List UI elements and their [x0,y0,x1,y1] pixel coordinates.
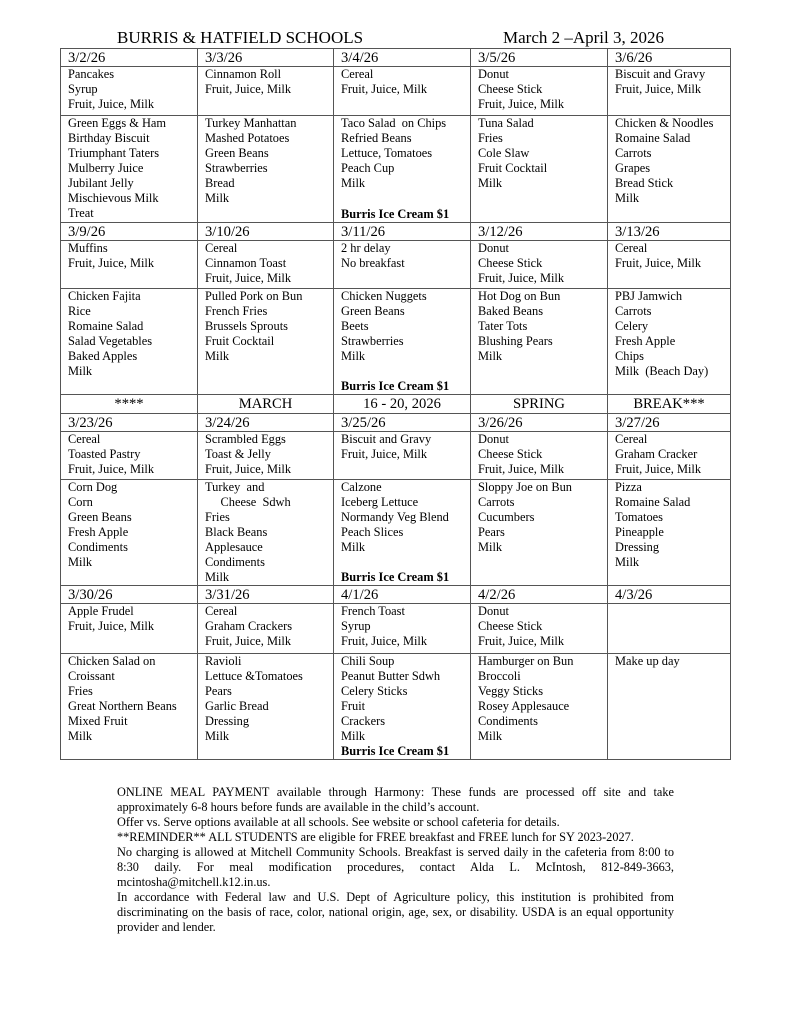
lunch-item: Fresh Apple [68,525,129,539]
lunch-item: Mashed Potatoes [205,131,290,145]
lunch-item: Corn [68,495,93,509]
breakfast-cell [334,241,471,289]
lunch-cell [61,654,198,760]
breakfast-item: Cereal [341,67,374,81]
lunch-item: Chicken Nuggets [341,289,427,303]
breakfast-cell [471,432,608,480]
lunch-item: Mischievous Milk [68,191,159,205]
day-date: 3/25/26 [334,414,471,432]
lunch-item: Fries [68,684,93,698]
lunch-cell [198,116,334,223]
lunch-item: Chicken & Noodles [615,116,714,130]
lunch-item: PBJ Jamwich [615,289,683,303]
breakfast-item: Cereal [205,604,238,618]
lunch-item: Pineapple [615,525,664,539]
day-date: 3/4/26 [334,49,471,67]
breakfast-row [61,67,731,116]
breakfast-item: Pancakes [68,67,115,81]
breakfast-cell [198,67,334,116]
lunch-item: Peanut Butter Sdwh [341,669,441,683]
lunch-item: Croissant [68,669,115,683]
spring-break-cell: 16 - 20, 2026 [334,395,471,414]
ice-cream-note: Burris Ice Cream $1 [341,570,450,584]
footer-offer-note: Offer vs. Serve options available at all schools. See website or school cafeteria for details. [117,815,560,829]
lunch-item: Milk [68,555,93,569]
lunch-item: Veggy Sticks [478,684,544,698]
lunch-cell [198,654,334,760]
day-date: 3/5/26 [471,49,608,67]
breakfast-item: Fruit, Juice, Milk [205,462,292,476]
breakfast-item: Graham Crackers [205,619,293,633]
lunch-item: Condiments [205,555,265,569]
lunch-item: Bread Stick [615,176,674,190]
breakfast-cell [334,604,471,654]
lunch-item: Mulberry Juice [68,161,144,175]
lunch-item: Black Beans [205,525,268,539]
lunch-item: Dressing [615,540,660,554]
lunch-item: Cucumbers [478,510,535,524]
lunch-item: Fruit Cocktail [478,161,548,175]
breakfast-item: Cinnamon Roll [205,67,282,81]
lunch-item: Mixed Fruit [68,714,128,728]
lunch-item: Peach Cup [341,161,395,175]
breakfast-item: Fruit, Juice, Milk [68,462,155,476]
lunch-item: French Fries [205,304,268,318]
breakfast-cell [198,241,334,289]
day-date: 3/10/26 [198,223,334,241]
day-date: 3/11/26 [334,223,471,241]
breakfast-item: Donut [478,67,509,81]
breakfast-cell [198,604,334,654]
lunch-cell [198,289,334,395]
lunch-row [61,654,731,760]
day-date: 4/1/26 [334,586,471,604]
lunch-cell [471,480,608,586]
lunch-item: Lettuce &Tomatoes [205,669,303,683]
day-date: 3/3/26 [198,49,334,67]
footer-reminder-note: **REMINDER** ALL STUDENTS are eligible for FREE breakfast and FREE lunch for SY 2023-2027. [117,830,634,844]
footer-notes [117,785,674,935]
lunch-item: Milk [478,176,503,190]
lunch-item: Baked Apples [68,349,138,363]
breakfast-item: Toasted Pastry [68,447,141,461]
lunch-item: Pulled Pork on Bun [205,289,303,303]
lunch-item: Tuna Salad [478,116,534,130]
lunch-item: Corn Dog [68,480,118,494]
lunch-item: Milk [205,191,230,205]
day-date: 3/30/26 [61,586,198,604]
breakfast-item: Donut [478,241,509,255]
lunch-item: Rice [68,304,91,318]
breakfast-cell [61,432,198,480]
breakfast-item: Cereal [205,241,238,255]
breakfast-cell [334,67,471,116]
date-row [61,414,731,432]
day-date: 3/13/26 [608,223,731,241]
lunch-cell [471,654,608,760]
lunch-cell [608,480,731,586]
lunch-item: Turkey Manhattan [205,116,297,130]
breakfast-item: Fruit, Juice, Milk [341,634,428,648]
breakfast-item: Fruit, Juice, Milk [205,634,292,648]
breakfast-item: Biscuit and Gravy [341,432,432,446]
breakfast-cell [198,432,334,480]
lunch-item: Condiments [68,540,128,554]
breakfast-item: Fruit, Juice, Milk [478,271,565,285]
ice-cream-note: Burris Ice Cream $1 [341,744,450,758]
breakfast-item: Cheese Stick [478,447,543,461]
lunch-item: Fresh Apple [615,334,676,348]
breakfast-item: Cinnamon Toast [205,256,287,270]
breakfast-item: Apple Frudel [68,604,134,618]
lunch-item: Milk [68,729,93,743]
date-row [61,49,731,67]
lunch-item: Celery [615,319,649,333]
footer-charging-note: No charging is allowed at Mitchell Community Schools. Breakfast is served daily in the cafeteria from 8:00 to 8:30 daily. For meal modification procedures, contact Alda L. McIntosh, 812-849-3663, mcintosha@mitchell.k12.in.us. [117,845,674,889]
lunch-cell [61,289,198,395]
lunch-item: Iceberg Lettuce [341,495,419,509]
lunch-item: Carrots [615,304,652,318]
lunch-item: Broccoli [478,669,521,683]
lunch-item: Milk (Beach Day) [615,364,709,378]
lunch-item: Romaine Salad [615,131,691,145]
breakfast-item: Cheese Stick [478,256,543,270]
lunch-item: Chips [615,349,644,363]
lunch-item: Milk [341,349,366,363]
breakfast-row [61,241,731,289]
breakfast-item: Fruit, Juice, Milk [615,462,702,476]
day-date: 3/26/26 [471,414,608,432]
day-date: 3/2/26 [61,49,198,67]
lunch-cell [61,116,198,223]
breakfast-item: Cheese Stick [478,82,543,96]
lunch-item: Dressing [205,714,250,728]
lunch-item: Applesauce [205,540,263,554]
breakfast-item: Fruit, Juice, Milk [615,82,702,96]
breakfast-cell [471,67,608,116]
breakfast-cell [334,432,471,480]
day-date: 3/23/26 [61,414,198,432]
lunch-item: Pears [478,525,505,539]
lunch-menu-table [60,48,731,760]
spring-break-cell: MARCH [198,395,334,414]
lunch-item: Ravioli [205,654,242,668]
lunch-item: Birthday Biscuit [68,131,150,145]
breakfast-cell [608,432,731,480]
lunch-cell [471,116,608,223]
breakfast-item: Fruit, Juice, Milk [68,97,155,111]
lunch-item: Romaine Salad [68,319,144,333]
lunch-item: Milk [615,555,640,569]
lunch-item: Chili Soup [341,654,395,668]
lunch-cell [334,480,471,586]
ice-cream-note: Burris Ice Cream $1 [341,207,450,221]
lunch-item: Carrots [478,495,515,509]
lunch-row [61,480,731,586]
breakfast-cell [471,604,608,654]
breakfast-item: Fruit, Juice, Milk [478,97,565,111]
school-name: BURRIS & HATFIELD SCHOOLS [117,28,364,47]
breakfast-item: Syrup [68,82,98,96]
breakfast-item: Graham Cracker [615,447,698,461]
day-date: 3/9/26 [61,223,198,241]
lunch-cell [608,654,731,760]
lunch-item: Milk [341,176,366,190]
lunch-item: Jubilant Jelly [68,176,134,190]
lunch-cell [334,654,471,760]
lunch-item: Milk [478,729,503,743]
lunch-row [61,289,731,395]
breakfast-cell [608,604,731,654]
lunch-item: Milk [341,729,366,743]
breakfast-cell [608,241,731,289]
breakfast-row [61,604,731,654]
breakfast-item: 2 hr delay [341,241,391,255]
lunch-item: Pizza [615,480,642,494]
breakfast-item: Donut [478,432,509,446]
lunch-item: Green Beans [341,304,405,318]
breakfast-item: Donut [478,604,509,618]
lunch-item: Blushing Pears [478,334,553,348]
lunch-item: Pears [205,684,232,698]
lunch-item: Celery Sticks [341,684,408,698]
lunch-item: Grapes [615,161,651,175]
date-row [61,586,731,604]
breakfast-item: Biscuit and Gravy [615,67,706,81]
lunch-item: Sloppy Joe on Bun [478,480,572,494]
lunch-item: Salad Vegetables [68,334,153,348]
lunch-item: Lettuce, Tomatoes [341,146,433,160]
spring-break-cell: SPRING [471,395,608,414]
lunch-cell [198,480,334,586]
lunch-item: Hamburger on Bun [478,654,574,668]
breakfast-item: Fruit, Juice, Milk [341,447,428,461]
breakfast-cell [61,604,198,654]
spring-break-row [61,395,731,414]
lunch-item: Refried Beans [341,131,412,145]
lunch-item: Baked Beans [478,304,544,318]
lunch-item: Chicken Salad on [68,654,156,668]
lunch-cell [334,116,471,223]
spring-break-cell: **** [61,395,198,414]
lunch-item: Hot Dog on Bun [478,289,561,303]
lunch-item: Tater Tots [478,319,528,333]
lunch-item: Milk [478,349,503,363]
day-date: 3/24/26 [198,414,334,432]
breakfast-cell [61,241,198,289]
breakfast-item: Fruit, Juice, Milk [205,82,292,96]
lunch-item: Cheese Sdwh [205,495,291,509]
lunch-item: Milk [205,729,230,743]
lunch-item: Milk [205,349,230,363]
lunch-item: Fries [478,131,503,145]
date-row [61,223,731,241]
lunch-item: Great Northern Beans [68,699,177,713]
breakfast-item: Fruit, Juice, Milk [615,256,702,270]
day-date: 4/3/26 [608,586,731,604]
spring-break-cell: BREAK*** [608,395,731,414]
lunch-item: Carrots [615,146,652,160]
lunch-item: Crackers [341,714,386,728]
lunch-item: Beets [341,319,369,333]
lunch-item: Garlic Bread [205,699,269,713]
breakfast-item: French Toast [341,604,405,618]
breakfast-cell [608,67,731,116]
breakfast-item: Cheese Stick [478,619,543,633]
lunch-item: Triumphant Taters [68,146,160,160]
breakfast-item: Cereal [615,432,648,446]
ice-cream-note: Burris Ice Cream $1 [341,379,450,393]
lunch-item: Milk [341,540,366,554]
lunch-item: Brussels Sprouts [205,319,288,333]
lunch-item: Tomatoes [615,510,663,524]
breakfast-cell [61,67,198,116]
footer-usda-statement: In accordance with Federal law and U.S. Dept of Agriculture policy, this institution is prohibited from discriminating on the basis of race, color, national origin, age, sex, or disability. USDA is an equal opportunity provider and lender. [117,890,674,934]
lunch-item: Strawberries [341,334,404,348]
breakfast-item: Cereal [68,432,101,446]
breakfast-item: Fruit, Juice, Milk [341,82,428,96]
lunch-item: Green Beans [205,146,269,160]
lunch-item: Chicken Fajita [68,289,141,303]
breakfast-item: Fruit, Juice, Milk [68,256,155,270]
breakfast-item: Muffins [68,241,108,255]
lunch-cell [471,289,608,395]
breakfast-item: Cereal [615,241,648,255]
lunch-item: Fruit [341,699,366,713]
breakfast-item: Scrambled Eggs [205,432,286,446]
day-date: 3/31/26 [198,586,334,604]
breakfast-item: Fruit, Juice, Milk [478,634,565,648]
lunch-cell [334,289,471,395]
lunch-item: Green Beans [68,510,132,524]
breakfast-item: Fruit, Juice, Milk [68,619,155,633]
breakfast-item: Fruit, Juice, Milk [478,462,565,476]
lunch-item: Make up day [615,654,680,668]
lunch-cell [608,116,731,223]
lunch-item: Cole Slaw [478,146,530,160]
breakfast-item: No breakfast [341,256,405,270]
lunch-item: Milk [478,540,503,554]
date-range: March 2 –April 3, 2026 [503,28,665,47]
lunch-item: Turkey and [205,480,265,494]
lunch-item: Green Eggs & Ham [68,116,167,130]
lunch-item: Bread [205,176,235,190]
breakfast-item: Fruit, Juice, Milk [205,271,292,285]
day-date: 3/6/26 [608,49,731,67]
lunch-item: Rosey Applesauce [478,699,570,713]
breakfast-item: Toast & Jelly [205,447,271,461]
lunch-item: Taco Salad on Chips [341,116,447,130]
day-date: 4/2/26 [471,586,608,604]
lunch-item: Milk [205,570,230,584]
day-date: 3/12/26 [471,223,608,241]
lunch-item: Milk [615,191,640,205]
footer-payment-note: ONLINE MEAL PAYMENT available through Harmony: These funds are processed off site and take approximately 6-8 hours before funds are available in the child’s account. [117,785,674,814]
lunch-item: Fries [205,510,230,524]
breakfast-cell [471,241,608,289]
lunch-cell [608,289,731,395]
lunch-item: Calzone [341,480,382,494]
lunch-row [61,116,731,223]
day-date: 3/27/26 [608,414,731,432]
lunch-item: Strawberries [205,161,268,175]
lunch-cell [61,480,198,586]
lunch-item: Peach Slices [341,525,404,539]
lunch-item: Condiments [478,714,538,728]
lunch-item: Treat [68,206,94,220]
lunch-item: Fruit Cocktail [205,334,275,348]
breakfast-item: Syrup [341,619,371,633]
lunch-item: Romaine Salad [615,495,691,509]
lunch-item: Normandy Veg Blend [341,510,449,524]
breakfast-row [61,432,731,480]
lunch-item: Milk [68,364,93,378]
